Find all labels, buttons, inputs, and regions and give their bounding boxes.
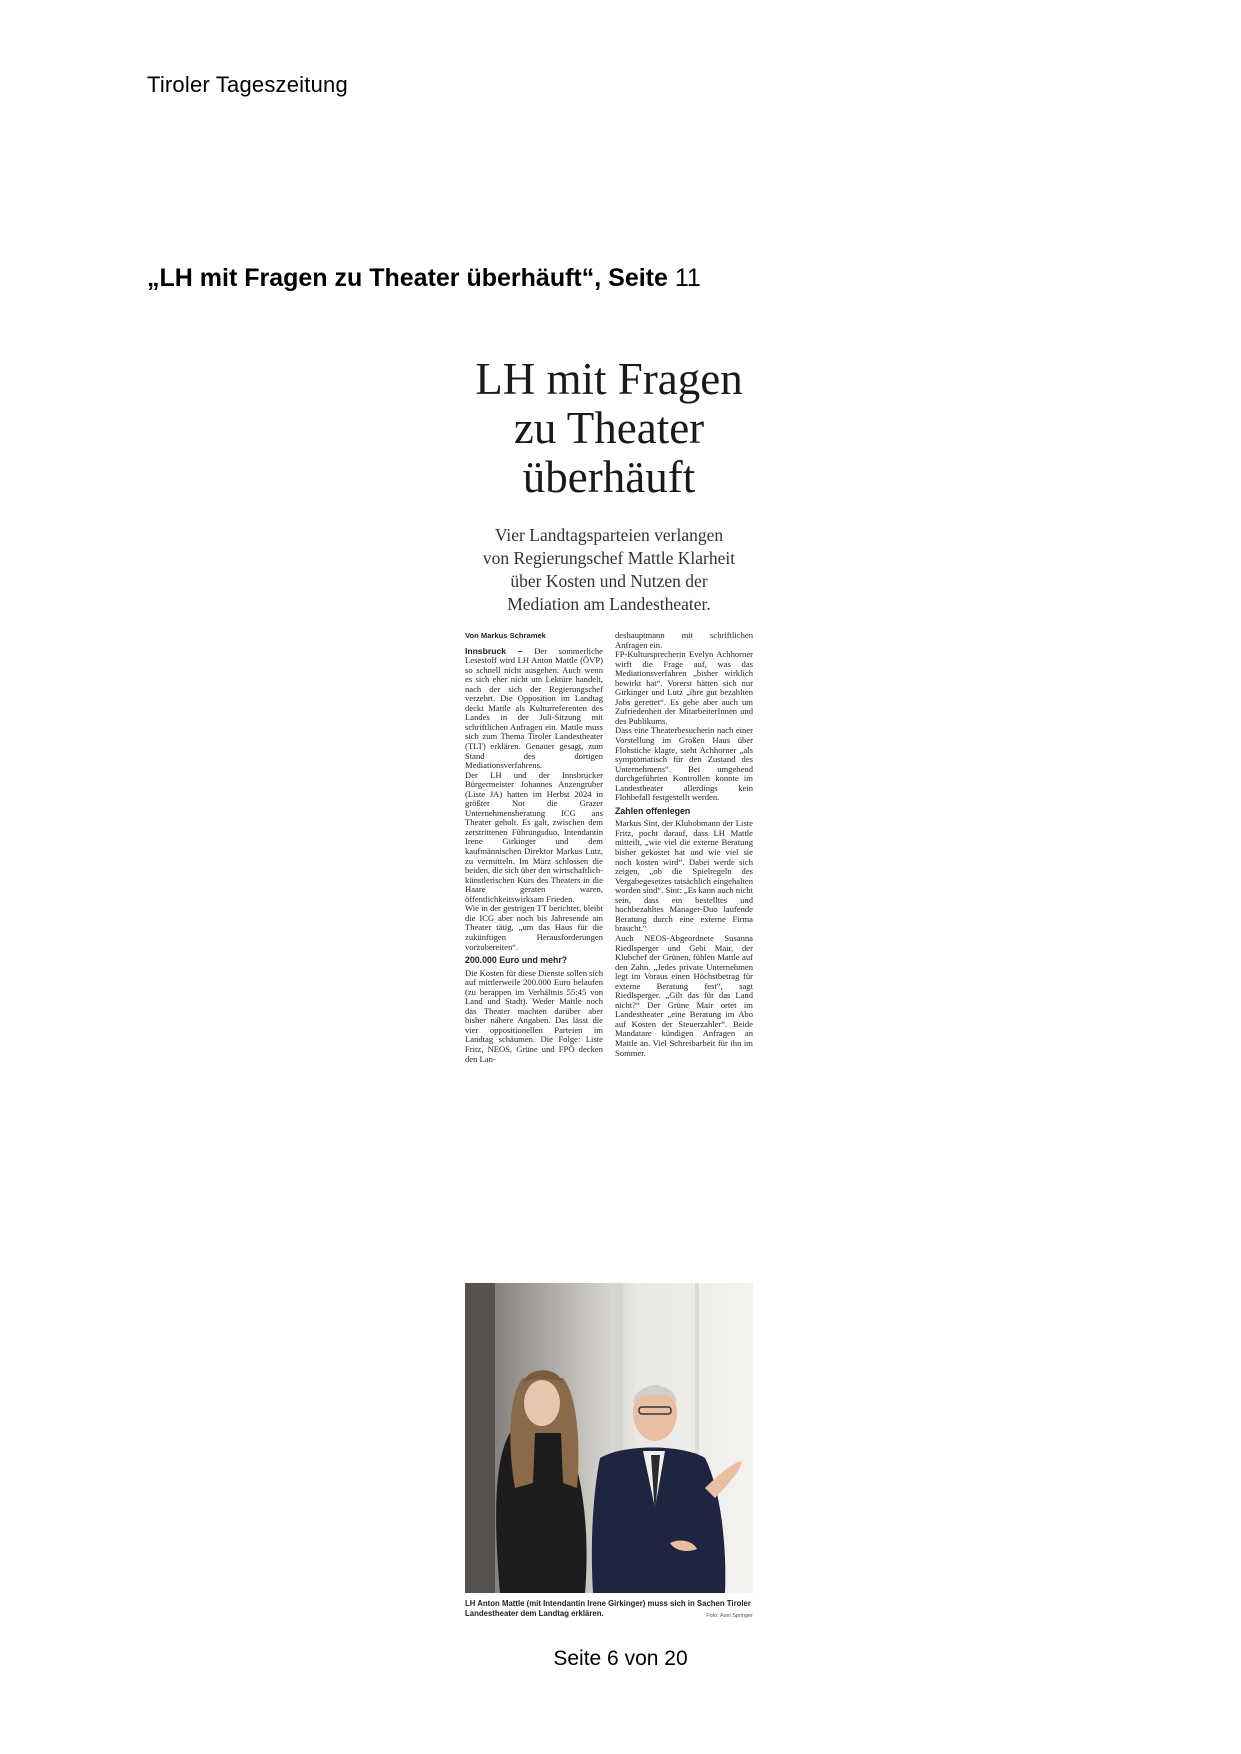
headline-line: zu Theater (513, 403, 705, 453)
article-body (465, 631, 753, 1263)
deck-line: Vier Landtagsparteien verlangen (494, 525, 724, 545)
newspaper-clipping (465, 355, 753, 1625)
article-column-left (465, 631, 603, 1064)
article-paragraph: Dass eine Theaterbesucherin nach einer Vorstellung im Großen Haus über Flohstiche klagte, sieht Achhorner „als symptomatisch für den Zustand des Unternehmens“. Bei umgehend durchgeführten Kontrollen konnte im Landestheater allerdings kein Flohbefall festgestellt werden. (615, 725, 753, 803)
paragraph-text: Der sommerliche Lesestoff wird LH Anton Mattle (ÖVP) so schnell nicht ausgehen. Auch wenn es sich eher nicht um Lektüre handelt, nach der sich der Regierungschef verzehrt. Die Opposition im Landtag deckt Mattle als Kulturreferenten des Landes in der Juli-Sitzung mit schriftlichen Anfragen ein. Mattle muss sich zum Thema Tiroler Landestheater (TLT) erklären. Genauer gesagt, zum Stand des dortigen Mediationsverfahrens. (465, 645, 603, 771)
deck-line: Mediation am Landestheater. (507, 594, 711, 614)
headline-line: überhäuft (522, 452, 696, 502)
article-paragraph: FP-Kultursprecherin Evelyn Achhorner wirft die Frage auf, was das Mediationsverfahren „bisher wirklich bewirkt hat“. Vorerst hätten sich nur Girkinger und Lutz „ihre gut bezahlten Jobs gerettet“. Es gehe aber auch um Zufriedenheit der MitarbeiterInnen und des Publikums. (615, 649, 753, 726)
article-paragraph: Auch NEOS-Abgeordnete Susanna Riedlsperger und Gebi Mair, der Klubchef der Grünen, fühlen Mattle auf den Zahn. „Jedes private Unternehmen legt im Voraus einen Höchstbetrag für externe Beratung fest“, sagt Riedlsperger. „Gilt das für das Land nicht?“ Der Grüne Mair ortet im Landestheater „eine Beratung im Abo auf Kosten der Steuerzahler“. Beide Mandatare kündigen Anfragen an Mattle an. Viel Schreibarbeit für ihn im Sommer. (615, 932, 753, 1058)
article-subhead: 200.000 Euro und mehr? (465, 955, 568, 966)
dateline: Innsbruck – (465, 645, 523, 656)
photo-credit: Foto: Axel Springer (706, 1613, 753, 1619)
article-byline: Von Markus Schramek (465, 631, 546, 640)
article-paragraph (465, 647, 603, 771)
article-subhead: Zahlen offenlegen (615, 805, 691, 816)
article-column-right (615, 631, 753, 1058)
page-number: Seite 6 von 20 (553, 1647, 688, 1670)
article-deck (465, 524, 753, 616)
article-headline (465, 355, 753, 502)
article-paragraph: deshauptmann mit schriftlichen Anfragen ein. (615, 630, 753, 650)
deck-line: über Kosten und Nutzen der (510, 571, 708, 591)
article-paragraph: Die Kosten für diese Dienste sollen sich auf mittlerweile 200.000 Euro belaufen (zu berappen im Verhältnis 55:45 von Land und Stadt). Weder Mattle noch das Theater machten darüber aber bisher nähere Angaben. Das lässt die vier oppositionellen Parteien im Landtag schäumen. Die Folge: Liste Fritz, NEOS, Grüne und FPÖ decken den Lan- (465, 967, 603, 1064)
article-photo (465, 1283, 753, 1593)
article-paragraph: Wie in der gestrigen TT berichtet, bleibt die ICG aber noch bis Jahresende am Theater tätig, „um das Haus für die zukünftigen Herausforderungen vorzubereiten“. (465, 903, 603, 952)
photo-caption: LH Anton Mattle (mit Intendantin Irene Girkinger) muss sich in Sachen Tiroler Landestheater dem Landtag erklären. (465, 1599, 751, 1618)
article-reference-title: „LH mit Fragen zu Theater überhäuft“, Seite (147, 264, 668, 292)
article-reference (147, 264, 701, 293)
article-paragraph: Markus Sint, der Klubobmann der Liste Fritz, pocht darauf, dass LH Mattle mitteilt, „wie viel die externe Beratung bisher gekostet hat und wie viel sie noch kosten wird“. Dabei werde sich zeigen, „ob die Spielregeln des Vergabegesetzes tatsächlich eingehalten worden sind“. Sint: „Es kann auch nicht sein, dass ein bestelltes und hochbezahltes Manager-Duo laufende Beratung durch eine externe Firma braucht.“ (615, 818, 753, 934)
headline-line: LH mit Fragen (475, 354, 743, 404)
article-paragraph: Der LH und der Innsbrucker Bürgermeister Johannes Anzengruber (Liste JA) hatten im Herbst 2024 in größter Not die Grazer Unternehmensberatung ICG ans Theater geholt. Es galt, zwischen dem zerstrittenen Führungsduo, Intendantin Irene Girkinger und dem kaufmännischen Direktor Markus Lutz, zu vermitteln. Im März schlossen die beiden, die sich über den wirtschaftlich-künstlerischen Kurs des Theaters in die Haare geraten waren, öffentlichkeitswirksam Frieden. (465, 769, 603, 904)
deck-line: von Regierungschef Mattle Klarheit (482, 548, 736, 568)
publication-name: Tiroler Tageszeitung (147, 72, 348, 97)
article-reference-page: 11 (674, 264, 701, 292)
